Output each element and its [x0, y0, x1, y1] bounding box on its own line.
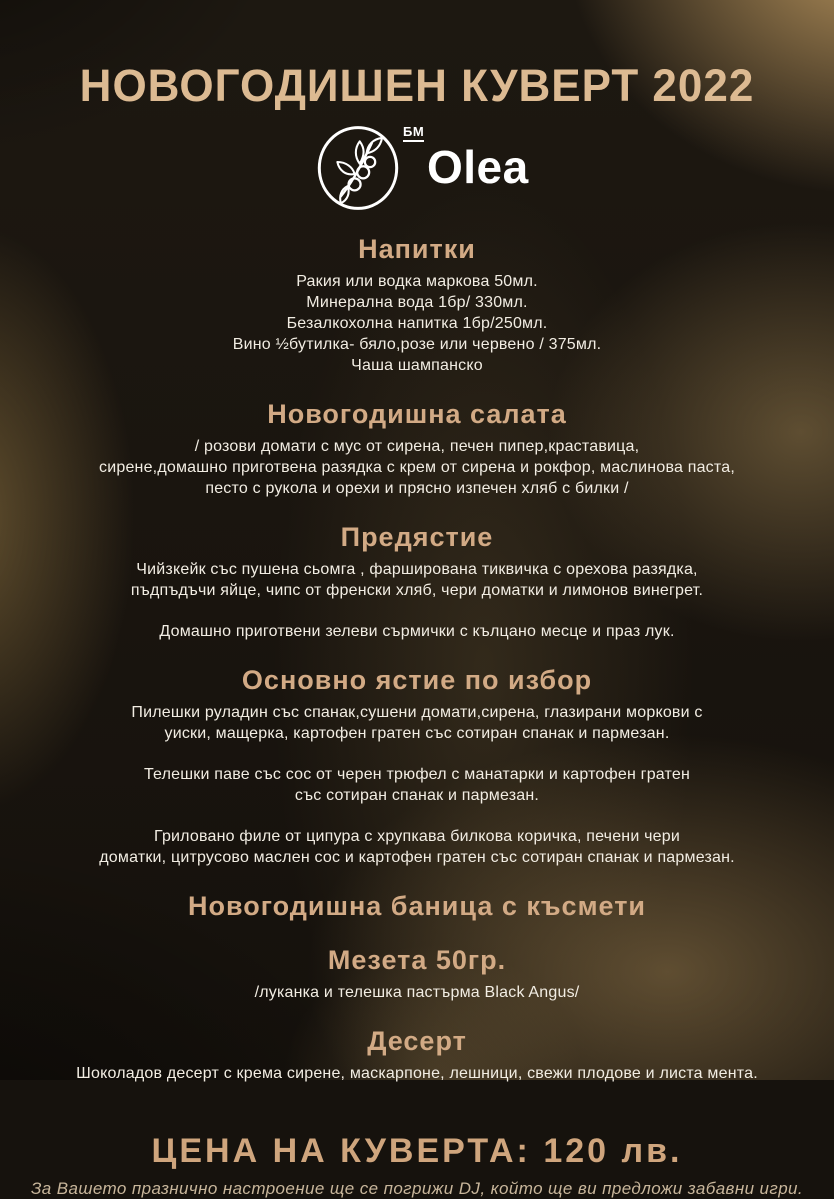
logo-name: Olea — [427, 141, 529, 193]
menu-section — [0, 234, 834, 376]
menu-sections — [0, 234, 834, 1084]
menu-section — [0, 1026, 834, 1084]
menu-section — [0, 945, 834, 1003]
section-heading: Напитки — [358, 234, 476, 264]
olive-branch-icon — [315, 124, 401, 212]
menu-item-line: Чийзкейк със пушена сьомга , фарширована тиквичка с орехова разядка, — [136, 561, 698, 578]
menu-item-line: песто с рукола и орехи и прясно изпечен хляб с билки / — [205, 480, 629, 497]
section-heading: Основно ястие по избор — [241, 665, 593, 695]
paragraph-spacer — [0, 806, 834, 826]
menu-item-line: Минерална вода 1бр/ 330мл. — [306, 294, 528, 311]
menu-item-line: Гриловано филе от ципура с хрупкава билкова коричка, печени чери — [153, 828, 680, 845]
menu-item-line: Телешки паве със сос от черен трюфел с манатарки и картофен гратен — [143, 766, 691, 783]
paragraph-spacer — [0, 601, 834, 621]
menu-item-line: със сотиран спанак и пармезан. — [294, 787, 540, 804]
paragraph-spacer — [0, 744, 834, 764]
menu-item-line: Безалкохолна напитка 1бр/250мл. — [286, 315, 548, 332]
menu-item-line: Вино ½бутилка- бяло,розе или червено / 375мл. — [232, 336, 602, 353]
menu-item-line: сирене,домашно приготвена разядка с крем от сирена и рокфор, маслинова паста, — [99, 459, 735, 476]
section-heading: Десерт — [367, 1026, 467, 1056]
menu-item-line: пъдпъдъчи яйце, чипс от френски хляб, чери доматки и лимонов винегрет. — [130, 582, 704, 599]
price-line: ЦЕНА НА КУВЕРТА: 120 лв. — [151, 1132, 683, 1170]
menu-item-line: Домашно приготвени зелеви сърмички с кълцано месце и праз лук. — [159, 623, 675, 640]
menu-item-line: Шоколадов десерт с крема сирене, маскарпоне, лешници, свежи плодове и листа мента. — [76, 1065, 758, 1082]
section-heading: Новогодишна баница с късмети — [187, 891, 647, 921]
logo-badge: БМ — [403, 124, 424, 142]
menu-item-line: доматки, цитрусово маслен сос и картофен гратен със сотиран спанак и пармезан. — [99, 849, 735, 866]
menu-item-line: /луканка и телешка пастърма Black Angus/ — [254, 984, 580, 1001]
menu-section — [0, 665, 834, 868]
menu-item-line: Ракия или водка маркова 50мл. — [296, 273, 538, 290]
page-title: НОВОГОДИШЕН КУВЕРТ 2022 — [79, 60, 755, 112]
menu-item-line: / розови домати с мус от сирена, печен пипер,краставица, — [194, 438, 640, 455]
section-heading: Мезета 50гр. — [327, 945, 507, 975]
section-heading: Предястие — [340, 522, 494, 552]
olea-logo — [287, 124, 547, 216]
menu-section — [0, 891, 834, 922]
menu-section — [0, 522, 834, 642]
menu-item-line: Чаша шампанско — [351, 357, 483, 374]
menu-item-line: Пилешки руладин със спанак,сушени домати,сирена, глазирани моркови с — [131, 704, 703, 721]
section-heading: Новогодишна салата — [267, 399, 567, 429]
menu-item-line: уиски, мащерка, картофен гратен със сотиран спанак и пармезан. — [164, 725, 670, 742]
footer-note: За Вашето празнично настроение ще се погрижи DJ, който ще ви предложи забавни игри. — [30, 1179, 804, 1198]
menu-section — [0, 399, 834, 499]
